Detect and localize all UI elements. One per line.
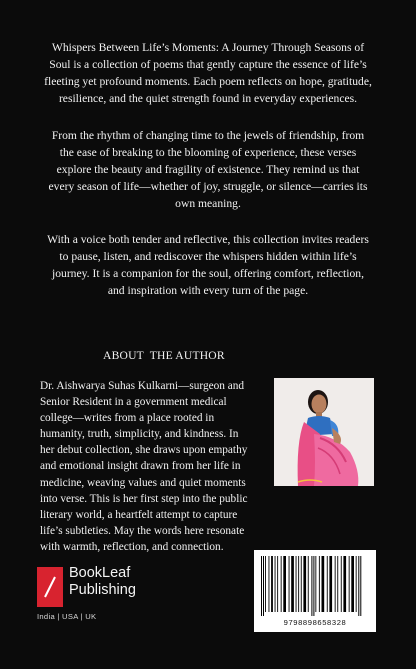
blurb-paragraph-3: With a voice both tender and reflective, this collection invites readers to pause, listen, and rediscover the whispers hidden within life’s journey. It is a companion for the soul, offering comfort, reflection, and inspiration with every turn of the page. bbox=[47, 233, 369, 297]
publisher-name-line-1: BookLeaf bbox=[69, 565, 131, 581]
author-portrait-illustration bbox=[274, 378, 374, 486]
publisher-name bbox=[69, 565, 136, 599]
blurb-paragraph-1: Whispers Between Life’s Moments: A Journey Through Seasons of Soul is a collection of poems that gently capture the essence of life’s fleeting yet profound moments. Each poem reflects on hope, gratitude, resilience, and the quiet strength found in everyday experiences. bbox=[44, 41, 372, 105]
bookleaf-logo-icon bbox=[37, 567, 63, 607]
barcode-bars bbox=[260, 556, 370, 616]
author-photo bbox=[274, 378, 374, 486]
about-author-heading: ABOUT THE AUTHOR bbox=[103, 349, 225, 362]
publisher-block bbox=[37, 565, 177, 625]
isbn-barcode bbox=[254, 550, 376, 632]
author-bio: Dr. Aishwarya Suhas Kulkarni—surgeon and Senior Resident in a government medical college—writes from a place rooted in humanity, truth, simplicity, and kindness. In her debut collection, she draws upon empathy and emotional insight drawn from her life in medicine, weaving values and quiet moments into verse. This is her first step into the public literary world, a heartfelt attempt to capture life’s subtleties. May the words here resonate with warmth, reflection, and connection. bbox=[40, 380, 248, 553]
publisher-regions: India | USA | UK bbox=[37, 612, 97, 621]
publisher-name-line-2: Publishing bbox=[69, 582, 136, 598]
blurb-paragraph-2: From the rhythm of changing time to the jewels of friendship, from the ease of breaking to the blooming of experience, these verses explore the beauty and fragility of existence. They remind us that every season of life—whether of joy, struggle, or silence—carries its own meaning. bbox=[48, 129, 368, 210]
isbn-number: 9798898658328 bbox=[283, 618, 347, 627]
